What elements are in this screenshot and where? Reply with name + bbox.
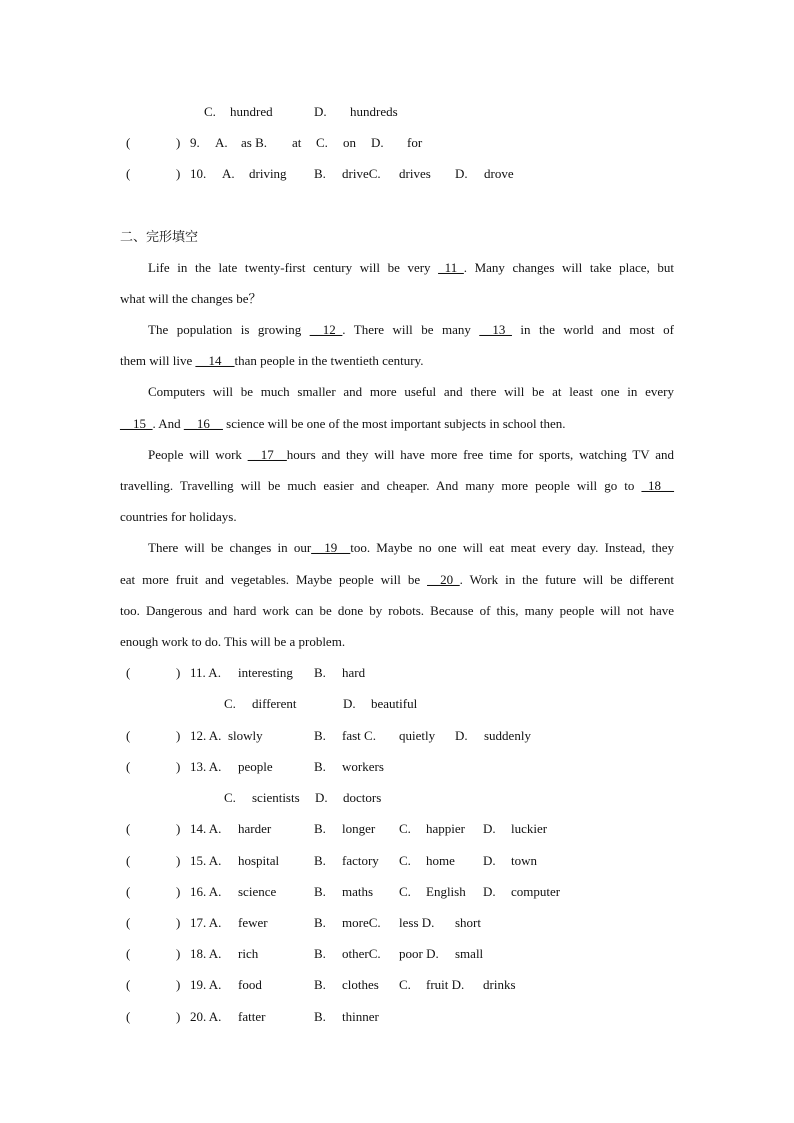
option-d-text: hundreds [350, 104, 398, 119]
question-number: 14. A. [190, 821, 222, 836]
option-a-text: science [238, 884, 277, 899]
option-a-text: rich [238, 946, 259, 961]
option-b-text: at [292, 135, 302, 150]
answer-paren-close: ) [176, 884, 181, 899]
section-heading: 二、完形填空 [120, 230, 199, 245]
option-b-label: B. [314, 665, 326, 680]
question-number: 18. A. [190, 946, 222, 961]
answer-paren-open[interactable]: ( [126, 166, 131, 181]
passage-text: . And [152, 416, 184, 431]
passage-text: . Work in the future will be different [459, 572, 674, 587]
passage-line [148, 446, 674, 464]
passage-line: too. Dangerous and hard work can be done by robots. Because of this, many people will not have [120, 603, 674, 618]
passage-line: enough work to do. This will be a problem. [120, 634, 346, 649]
option-b-text: moreC. [342, 915, 381, 930]
option-b-text: longer [342, 821, 376, 836]
option-c-label: C. [399, 884, 411, 899]
passage-text: travelling. Travelling will be much easier and cheaper. And many more people will go to [120, 478, 642, 493]
answer-paren-open[interactable]: ( [126, 759, 131, 774]
option-d-text: doctors [343, 790, 382, 805]
passage-text: in the world and most of [511, 322, 674, 337]
option-d-label: D. [483, 821, 496, 836]
option-b-text: thinner [342, 1009, 379, 1024]
blank-17[interactable]: __17__ [247, 447, 287, 462]
option-d-label: D. [314, 104, 327, 119]
option-d-text: beautiful [371, 696, 418, 711]
option-c-text: happier [426, 821, 465, 836]
passage-line: Computers will be much smaller and more useful and there will be at least one in every [148, 384, 674, 399]
question-number: 12. A. [190, 728, 222, 743]
option-a-label: A. [215, 135, 228, 150]
option-b-label: B. [314, 1009, 326, 1024]
question-number: 16. A. [190, 884, 222, 899]
option-d-text: small [455, 946, 484, 961]
option-a-text: harder [238, 821, 272, 836]
blank-19[interactable]: __19__ [311, 540, 351, 555]
answer-paren-close: ) [176, 665, 181, 680]
question-number: 9. [190, 135, 200, 150]
question-number: 15. A. [190, 853, 222, 868]
option-c-text: on [343, 135, 356, 150]
option-d-text: suddenly [484, 728, 531, 743]
answer-paren-close: ) [176, 1009, 181, 1024]
question-number: 20. A. [190, 1009, 222, 1024]
option-c-label: C. [399, 853, 411, 868]
option-c-label: C. [399, 977, 411, 992]
passage-line [120, 352, 424, 370]
answer-paren-close: ) [176, 759, 181, 774]
question-number: 13. A. [190, 759, 222, 774]
passage-line [120, 571, 674, 589]
option-a-text: people [238, 759, 273, 774]
option-b-label: B. [314, 977, 326, 992]
option-c-text: less D. [399, 915, 435, 930]
option-d-text: luckier [511, 821, 548, 836]
answer-paren-open[interactable]: ( [126, 977, 131, 992]
question-number: 17. A. [190, 915, 222, 930]
option-b-text: factory [342, 853, 379, 868]
option-a-label: A. [222, 166, 235, 181]
option-b-text: workers [342, 759, 384, 774]
option-a-text: fatter [238, 1009, 266, 1024]
blank-12[interactable]: __12_ [309, 322, 343, 337]
passage-text: eat more fruit and vegetables. Maybe people will be [120, 572, 428, 587]
answer-paren-close: ) [176, 728, 181, 743]
option-d-label: D. [371, 135, 384, 150]
passage-line: countries for holidays. [120, 509, 237, 524]
answer-paren-close: ) [176, 166, 181, 181]
passage-text: than people in the twentieth century. [234, 353, 424, 368]
option-a-text: food [238, 977, 262, 992]
option-d-label: D. [343, 696, 356, 711]
question-number: 11. A. [190, 665, 221, 680]
answer-paren-close: ) [176, 853, 181, 868]
option-d-text: town [511, 853, 537, 868]
option-c-text: poor D. [399, 946, 439, 961]
passage-line [148, 259, 674, 277]
option-a-text: hospital [238, 853, 280, 868]
blank-16[interactable]: __16__ [183, 416, 223, 431]
option-d-label: D. [455, 728, 468, 743]
option-c-text: fruit D. [426, 977, 465, 992]
option-a-text: as B. [241, 135, 267, 150]
option-a-text: fewer [238, 915, 268, 930]
answer-paren-close: ) [176, 135, 181, 150]
passage-line [120, 415, 566, 433]
passage-text: The population is growing [148, 322, 310, 337]
option-d-label: D. [315, 790, 328, 805]
answer-paren-close: ) [176, 821, 181, 836]
answer-paren-open[interactable]: ( [126, 853, 131, 868]
option-b-text: driveC. [342, 166, 381, 181]
option-d-text: drinks [483, 977, 516, 992]
option-b-text: maths [342, 884, 374, 899]
option-d-label: D. [483, 884, 496, 899]
passage-text: Life in the late twenty-first century will be very [148, 260, 439, 275]
option-d-label: D. [483, 853, 496, 868]
option-b-label: B. [314, 166, 326, 181]
passage-line [148, 321, 674, 339]
option-c-text: scientists [252, 790, 300, 805]
option-c-text: quietly [399, 728, 436, 743]
blank-14[interactable]: __14__ [195, 353, 235, 368]
option-d-label: D. [455, 166, 468, 181]
answer-paren-open[interactable]: ( [126, 728, 131, 743]
option-c-text: English [426, 884, 466, 899]
option-c-text: different [252, 696, 297, 711]
answer-paren-close: ) [176, 946, 181, 961]
option-c-label: C. [204, 104, 216, 119]
blank-18[interactable]: _18__ [641, 478, 674, 493]
blank-20[interactable]: __20_ [427, 572, 460, 587]
option-b-label: B. [314, 946, 326, 961]
option-c-label: C. [224, 790, 236, 805]
blank-13[interactable]: __13_ [479, 322, 512, 337]
answer-paren-open[interactable]: ( [126, 135, 131, 150]
passage-line [148, 539, 674, 557]
passage-text: science will be one of the most important subjects in school then. [222, 416, 566, 431]
passage-text: . Many changes will take place, but [463, 260, 674, 275]
option-d-text: short [455, 915, 481, 930]
option-c-label: C. [316, 135, 328, 150]
answer-paren-open[interactable]: ( [126, 884, 131, 899]
option-b-label: B. [314, 853, 326, 868]
option-c-label: C. [224, 696, 236, 711]
answer-paren-close: ) [176, 915, 181, 930]
option-b-text: otherC. [342, 946, 381, 961]
passage-text: . There will be many [342, 322, 480, 337]
option-a-text: interesting [238, 665, 293, 680]
option-a-text: driving [249, 166, 287, 181]
answer-paren-open[interactable]: ( [126, 821, 131, 836]
option-c-label: C. [399, 821, 411, 836]
passage-line [120, 477, 674, 495]
passage-line: what will the changes be？ [120, 291, 262, 306]
option-c-text: hundred [230, 104, 273, 119]
option-b-label: B. [314, 884, 326, 899]
option-d-text: drove [484, 166, 514, 181]
passage-text: People will work [148, 447, 248, 462]
blank-15[interactable]: __15_ [120, 416, 153, 431]
answer-paren-open[interactable]: ( [126, 1009, 131, 1024]
passage-text: hours and they will have more free time for sports, watching TV and [286, 447, 674, 462]
answer-paren-close: ) [176, 977, 181, 992]
option-b-label: B. [314, 915, 326, 930]
option-d-text: for [407, 135, 423, 150]
option-b-label: B. [314, 728, 326, 743]
option-c-text: drives [399, 166, 431, 181]
question-number: 19. A. [190, 977, 222, 992]
option-b-text: fast C. [342, 728, 376, 743]
option-b-label: B. [314, 759, 326, 774]
option-b-label: B. [314, 821, 326, 836]
answer-paren-open[interactable]: ( [126, 915, 131, 930]
passage-text: There will be changes in our [148, 540, 312, 555]
option-d-text: computer [511, 884, 561, 899]
answer-paren-open[interactable]: ( [126, 665, 131, 680]
option-b-text: hard [342, 665, 366, 680]
option-a-text: slowly [228, 728, 263, 743]
blank-11[interactable]: _11_ [438, 260, 464, 275]
question-number: 10. [190, 166, 207, 181]
option-c-text: home [426, 853, 455, 868]
answer-paren-open[interactable]: ( [126, 946, 131, 961]
option-b-text: clothes [342, 977, 379, 992]
passage-text: them will live [120, 353, 196, 368]
passage-text: too. Maybe no one will eat meat every day. Instead, they [350, 540, 674, 555]
